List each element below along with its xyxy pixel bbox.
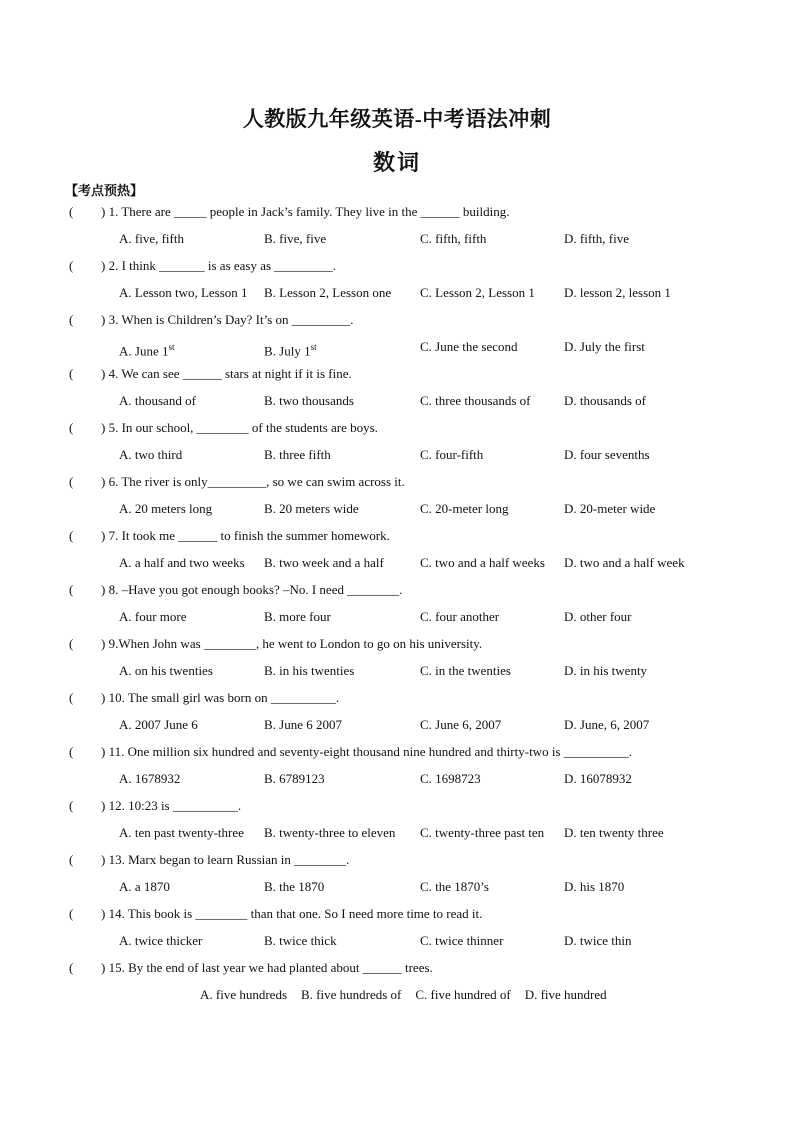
answer-option: B. five, five [264,231,327,246]
question-item [69,581,769,635]
question-stem [69,851,349,869]
question-text: ) 11. One million six hundred and seventy-eight thousand nine hundred and thirty-two is __________. [101,744,632,759]
question-text: ) 4. We can see ______ stars at night if it is fine. [101,366,352,381]
option-row [119,392,769,410]
question-text: ) 15. By the end of last year we had planted about ______ trees. [101,960,433,975]
answer-option: B. two week and a half [264,555,384,570]
answer-option: A. a half and two weeks [119,555,245,570]
answer-option: B. twenty-three to eleven [264,825,396,840]
question-item [69,473,769,527]
question-stem [69,419,378,437]
question-item [69,689,769,743]
answer-option: B. three fifth [264,447,331,462]
answer-option: B. July 1st [264,342,317,359]
answer-option: D. his 1870 [564,879,625,894]
section-heading: 【考点预热】 [65,183,144,198]
question-stem [69,797,241,815]
answer-option: D. four sevenths [564,447,650,462]
answer-blank[interactable]: ( [69,906,74,921]
option-row [119,554,769,572]
question-text: ) 8. –Have you got enough books? –No. I need ________. [101,582,403,597]
answer-option: C. five hundred of [415,987,511,1002]
answer-option: C. Lesson 2, Lesson 1 [420,285,535,300]
question-stem [69,257,336,275]
answer-option: A. June 1st [119,342,175,359]
answer-option: C. two and a half weeks [420,555,545,570]
answer-option: B. June 6 2007 [264,717,342,732]
answer-option: A. four more [119,609,187,624]
answer-option: C. in the twenties [420,663,511,678]
question-stem [69,527,390,545]
question-item [69,257,769,311]
answer-option: C. fifth, fifth [420,231,487,246]
question-text: ) 2. I think _______ is as easy as _________. [101,258,337,273]
question-item [69,851,769,905]
answer-blank[interactable]: ( [69,528,74,543]
answer-option: C. 1698723 [420,771,481,786]
option-row [119,932,769,950]
answer-option: D. fifth, five [564,231,629,246]
answer-option: B. Lesson 2, Lesson one [264,285,392,300]
answer-option: C. twenty-three past ten [420,825,545,840]
question-item [69,635,769,689]
answer-blank[interactable]: ( [69,960,74,975]
answer-option: A. Lesson two, Lesson 1 [119,285,248,300]
option-row [119,824,769,842]
answer-option: C. four another [420,609,500,624]
question-text: ) 1. There are _____ people in Jack’s family. They live in the ______ building. [101,204,510,219]
answer-option: B. two thousands [264,393,354,408]
answer-option: B. five hundreds of [301,987,402,1002]
question-stem [69,743,632,761]
answer-blank[interactable]: ( [69,636,74,651]
option-row [119,770,769,788]
question-item [69,203,769,257]
option-row [119,230,769,248]
answer-option: A. five hundreds [200,987,288,1002]
answer-blank[interactable]: ( [69,798,74,813]
answer-option: C. June 6, 2007 [420,717,502,732]
answer-option: D. 16078932 [564,771,632,786]
answer-option: C. 20-meter long [420,501,509,516]
answer-option: B. in his twenties [264,663,355,678]
answer-blank[interactable]: ( [69,582,74,597]
answer-option: D. 20-meter wide [564,501,656,516]
answer-option: B. 6789123 [264,771,325,786]
question-item [69,527,769,581]
question-item [69,419,769,473]
option-row [200,986,794,1004]
answer-option: B. more four [264,609,331,624]
answer-option: A. 1678932 [119,771,181,786]
question-text: ) 3. When is Children’s Day? It’s on _________. [101,312,354,327]
question-text: ) 10. The small girl was born on __________. [101,690,340,705]
answer-option: D. ten twenty three [564,825,664,840]
answer-blank[interactable]: ( [69,312,74,327]
answer-option: A. thousand of [119,393,196,408]
question-item [69,311,769,365]
answer-option: D. two and a half week [564,555,685,570]
answer-option: C. the 1870’s [420,879,489,894]
question-text: ) 14. This book is ________ than that one. So I need more time to read it. [101,906,483,921]
question-item [69,797,769,851]
answer-option: C. three thousands of [420,393,531,408]
question-text: ) 12. 10:23 is __________. [101,798,242,813]
option-row [119,608,769,626]
answer-blank[interactable]: ( [69,852,74,867]
question-stem [69,311,354,329]
question-stem [69,581,402,599]
question-stem [69,365,352,383]
option-row [119,500,769,518]
question-stem [69,473,405,491]
answer-option: A. five, fifth [119,231,184,246]
option-row [119,284,769,302]
question-text: ) 6. The river is only_________, so we can swim across it. [101,474,405,489]
answer-option: D. July the first [564,339,645,354]
document-title: 人教版九年级英语-中考语法冲刺 [242,107,552,131]
answer-blank[interactable]: ( [69,474,74,489]
answer-option: D. June, 6, 2007 [564,717,650,732]
answer-blank[interactable]: ( [69,420,74,435]
question-stem [69,959,433,977]
answer-option: A. a 1870 [119,879,170,894]
question-stem [69,905,482,923]
question-stem [69,203,509,221]
answer-blank[interactable]: ( [69,744,74,759]
question-list [69,203,769,1013]
option-row [119,878,769,896]
question-item [69,743,769,797]
answer-option: D. five hundred [524,987,607,1002]
question-text: ) 9.When John was ________, he went to London to go on his university. [101,636,483,651]
answer-option: D. in his twenty [564,663,648,678]
answer-option: A. on his twenties [119,663,213,678]
answer-option: B. 20 meters wide [264,501,359,516]
answer-option: A. ten past twenty-three [119,825,244,840]
answer-option: A. two third [119,447,183,462]
question-stem [69,689,339,707]
answer-option: C. twice thinner [420,933,504,948]
option-row [119,446,769,464]
question-text: ) 13. Marx began to learn Russian in ________. [101,852,350,867]
answer-option: B. the 1870 [264,879,325,894]
answer-option: D. thousands of [564,393,646,408]
answer-blank[interactable]: ( [69,690,74,705]
question-item [69,905,769,959]
answer-option: A. twice thicker [119,933,203,948]
answer-option: D. twice thin [564,933,632,948]
answer-option: A. 20 meters long [119,501,213,516]
question-text: ) 5. In our school, ________ of the students are boys. [101,420,378,435]
question-item [69,365,769,419]
answer-option: D. other four [564,609,632,624]
answer-blank[interactable]: ( [69,366,74,381]
answer-option: B. twice thick [264,933,337,948]
option-row [119,662,769,680]
answer-option: A. 2007 June 6 [119,717,198,732]
option-row [119,716,769,734]
question-text: ) 7. It took me ______ to finish the summer homework. [101,528,390,543]
answer-option: C. four-fifth [420,447,484,462]
question-item [69,959,769,1013]
answer-option: D. lesson 2, lesson 1 [564,285,671,300]
answer-blank[interactable]: ( [69,204,74,219]
question-stem [69,635,482,653]
option-row [119,338,769,359]
answer-option: C. June the second [420,339,518,354]
document-subtitle: 数词 [372,150,421,175]
answer-blank[interactable]: ( [69,258,74,273]
